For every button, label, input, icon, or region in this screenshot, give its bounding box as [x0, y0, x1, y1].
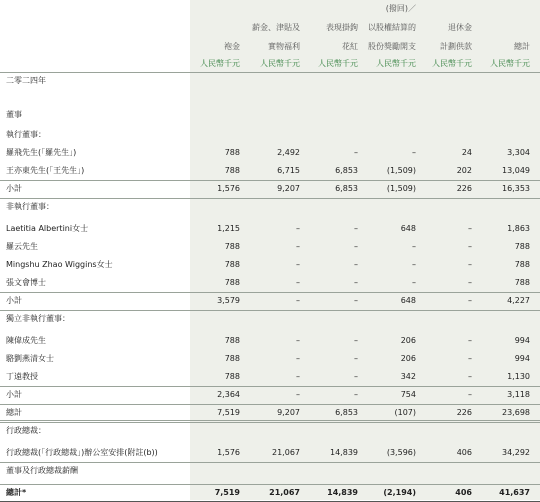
header-text: 總計	[514, 42, 530, 51]
cell-share-award-column: –	[412, 148, 416, 157]
table-row	[0, 292, 540, 310]
cell-pension-column: –	[468, 242, 472, 251]
table-row	[0, 274, 540, 292]
table-row	[0, 386, 540, 404]
row-label: 張文會博士	[6, 278, 46, 287]
unit-label: 人民幣千元	[200, 59, 240, 68]
cell-total-column: 1,863	[507, 224, 530, 233]
divider-line	[0, 292, 540, 293]
header-text: 實物福利	[268, 42, 300, 51]
table-row	[0, 238, 540, 256]
unit-label: 人民幣千元	[490, 59, 530, 68]
row-label: 二零二四年	[6, 76, 46, 85]
cell-total-column: 994	[514, 354, 530, 363]
cell-pension-column: –	[468, 278, 472, 287]
row-label: 丁遠教授	[6, 372, 38, 381]
row-label: 陳偉成先生	[6, 336, 46, 345]
cell-total-column: 4,227	[507, 296, 530, 305]
divider-line	[0, 422, 540, 423]
cell-share-award-column: (3,596)	[386, 448, 416, 457]
cell-total-column: 41,637	[499, 488, 530, 497]
divider-line	[0, 386, 540, 387]
cell-share-award-column: 754	[400, 390, 416, 399]
header-text: 花紅	[342, 42, 358, 51]
unit-label: 人民幣千元	[318, 59, 358, 68]
table-row	[0, 422, 540, 444]
row-label: 小計	[6, 184, 22, 193]
cell-pension-column: 406	[456, 448, 472, 457]
cell-bonus-column: –	[354, 242, 358, 251]
cell-pension-column: 226	[456, 408, 472, 417]
cell-pension-column: 406	[455, 488, 472, 497]
cell-share-award-column: –	[412, 242, 416, 251]
cell-bonus-column: 14,839	[327, 488, 358, 497]
table-row	[0, 310, 540, 332]
cell-total-column: 3,118	[507, 390, 530, 399]
cell-total-column: 994	[514, 336, 530, 345]
cell-salaries-column: –	[296, 372, 300, 381]
total-column-header	[0, 0, 530, 72]
cell-pension-column: –	[468, 224, 472, 233]
cell-fees-column: 7,519	[217, 408, 240, 417]
cell-bonus-column: –	[354, 260, 358, 269]
cell-bonus-column: –	[354, 372, 358, 381]
table-row	[0, 444, 540, 462]
row-label: 小計	[6, 390, 22, 399]
cell-fees-column: 788	[224, 354, 240, 363]
row-label: 王亦東先生(「王先生」)	[6, 166, 85, 175]
cell-share-award-column: (1,509)	[386, 184, 416, 193]
row-label: 總計	[6, 408, 22, 417]
cell-share-award-column: 648	[400, 296, 416, 305]
cell-total-column: 23,698	[502, 408, 530, 417]
table-header	[0, 0, 540, 72]
cell-pension-column: –	[468, 336, 472, 345]
cell-salaries-column: –	[296, 296, 300, 305]
cell-salaries-column: –	[296, 224, 300, 233]
table-body	[0, 72, 540, 502]
cell-bonus-column: –	[354, 278, 358, 287]
cell-salaries-column: 21,067	[272, 448, 300, 457]
header-text: 退休金	[448, 23, 472, 32]
cell-pension-column: –	[468, 372, 472, 381]
header-text: 以股權結算的	[368, 23, 416, 32]
table-row	[0, 106, 540, 126]
table-row	[0, 144, 540, 162]
row-label: 行政總裁(「行政總裁」)辦公室安排(附註(b))	[6, 448, 158, 457]
table-row	[0, 162, 540, 180]
divider-line	[0, 420, 540, 421]
cell-pension-column: –	[468, 260, 472, 269]
table-row	[0, 332, 540, 350]
cell-fees-column: 2,364	[217, 390, 240, 399]
divider-line	[0, 310, 540, 311]
cell-bonus-column: –	[354, 390, 358, 399]
cell-share-award-column: 206	[400, 336, 416, 345]
cell-fees-column: 1,215	[217, 224, 240, 233]
table-row	[0, 462, 540, 484]
unit-label: 人民幣千元	[260, 59, 300, 68]
cell-share-award-column: –	[412, 278, 416, 287]
cell-salaries-column: 6,715	[277, 166, 300, 175]
row-label: 執行董事：	[6, 130, 46, 139]
cell-salaries-column: 9,207	[277, 408, 300, 417]
row-label: 羅飛先生(「羅先生」)	[6, 148, 77, 157]
row-label: 董事及行政總裁薪酬	[6, 466, 78, 475]
cell-salaries-column: –	[296, 260, 300, 269]
cell-salaries-column: –	[296, 390, 300, 399]
cell-fees-column: 3,579	[217, 296, 240, 305]
header-text: 股份獎勵開支	[368, 42, 416, 51]
cell-total-column: 788	[514, 242, 530, 251]
cell-pension-column: 202	[456, 166, 472, 175]
row-label: 駱劉燕清女士	[6, 354, 54, 363]
row-label: 小計	[6, 296, 22, 305]
table-row	[0, 484, 540, 502]
cell-fees-column: 788	[224, 260, 240, 269]
header-text: 薪金、津貼及	[252, 23, 300, 32]
table-row	[0, 72, 540, 90]
cell-salaries-column: 21,067	[269, 488, 300, 497]
divider-line	[0, 72, 540, 73]
cell-fees-column: 788	[224, 166, 240, 175]
cell-bonus-column: –	[354, 336, 358, 345]
row-label: 羅云先生	[6, 242, 38, 251]
cell-bonus-column: 6,853	[335, 408, 358, 417]
cell-share-award-column: (1,509)	[386, 166, 416, 175]
table-row	[0, 180, 540, 198]
cell-fees-column: 1,576	[217, 184, 240, 193]
cell-fees-column: 788	[224, 278, 240, 287]
cell-total-column: 1,130	[507, 372, 530, 381]
cell-bonus-column: 14,839	[330, 448, 358, 457]
cell-salaries-column: –	[296, 242, 300, 251]
cell-bonus-column: 6,853	[335, 166, 358, 175]
table-row	[0, 350, 540, 368]
cell-pension-column: 24	[461, 148, 472, 157]
cell-fees-column: 788	[224, 148, 240, 157]
cell-share-award-column: 206	[400, 354, 416, 363]
table-row	[0, 198, 540, 220]
cell-share-award-column: –	[412, 260, 416, 269]
cell-salaries-column: –	[296, 336, 300, 345]
header-text: 袍金	[224, 42, 240, 51]
header-text: (撥回)／	[385, 4, 416, 13]
row-label: 行政總裁：	[6, 426, 46, 435]
unit-label: 人民幣千元	[376, 59, 416, 68]
row-label: 總計*	[6, 488, 27, 497]
table-row	[0, 90, 540, 106]
cell-pension-column: –	[468, 354, 472, 363]
row-label: 非執行董事：	[6, 202, 54, 211]
divider-line	[0, 198, 540, 199]
cell-share-award-column: (107)	[394, 408, 416, 417]
cell-pension-column: –	[468, 296, 472, 305]
cell-share-award-column: 648	[400, 224, 416, 233]
divider-line	[0, 404, 540, 405]
cell-fees-column: 788	[224, 242, 240, 251]
cell-fees-column: 788	[224, 336, 240, 345]
cell-total-column: 16,353	[502, 184, 530, 193]
row-label: 獨立非執行董事：	[6, 314, 70, 323]
header-text: 計劃供款	[440, 42, 472, 51]
table-row	[0, 368, 540, 386]
cell-salaries-column: –	[296, 278, 300, 287]
cell-fees-column: 1,576	[217, 448, 240, 457]
divider-line	[0, 462, 540, 463]
cell-fees-column: 7,519	[214, 488, 240, 497]
header-text: 表現掛鉤	[326, 23, 358, 32]
cell-total-column: 3,304	[507, 148, 530, 157]
cell-share-award-column: 342	[400, 372, 416, 381]
row-label: Mingshu Zhao Wiggins女士	[6, 260, 113, 269]
row-label: Laetitia Albertini女士	[6, 224, 89, 233]
cell-total-column: 34,292	[502, 448, 530, 457]
cell-bonus-column: –	[354, 224, 358, 233]
divider-line	[0, 484, 540, 485]
table-row	[0, 256, 540, 274]
cell-bonus-column: 6,853	[335, 184, 358, 193]
cell-bonus-column: –	[354, 296, 358, 305]
cell-salaries-column: –	[296, 354, 300, 363]
cell-pension-column: 226	[456, 184, 472, 193]
cell-total-column: 788	[514, 278, 530, 287]
cell-pension-column: –	[468, 390, 472, 399]
cell-salaries-column: 9,207	[277, 184, 300, 193]
cell-fees-column: 788	[224, 372, 240, 381]
cell-salaries-column: 2,492	[277, 148, 300, 157]
cell-share-award-column: (2,194)	[383, 488, 416, 497]
table-row	[0, 220, 540, 238]
cell-total-column: 788	[514, 260, 530, 269]
unit-label: 人民幣千元	[432, 59, 472, 68]
cell-bonus-column: –	[354, 354, 358, 363]
row-label: 董事	[6, 110, 22, 119]
cell-bonus-column: –	[354, 148, 358, 157]
cell-total-column: 13,049	[502, 166, 530, 175]
table-row	[0, 126, 540, 144]
divider-line	[0, 180, 540, 181]
